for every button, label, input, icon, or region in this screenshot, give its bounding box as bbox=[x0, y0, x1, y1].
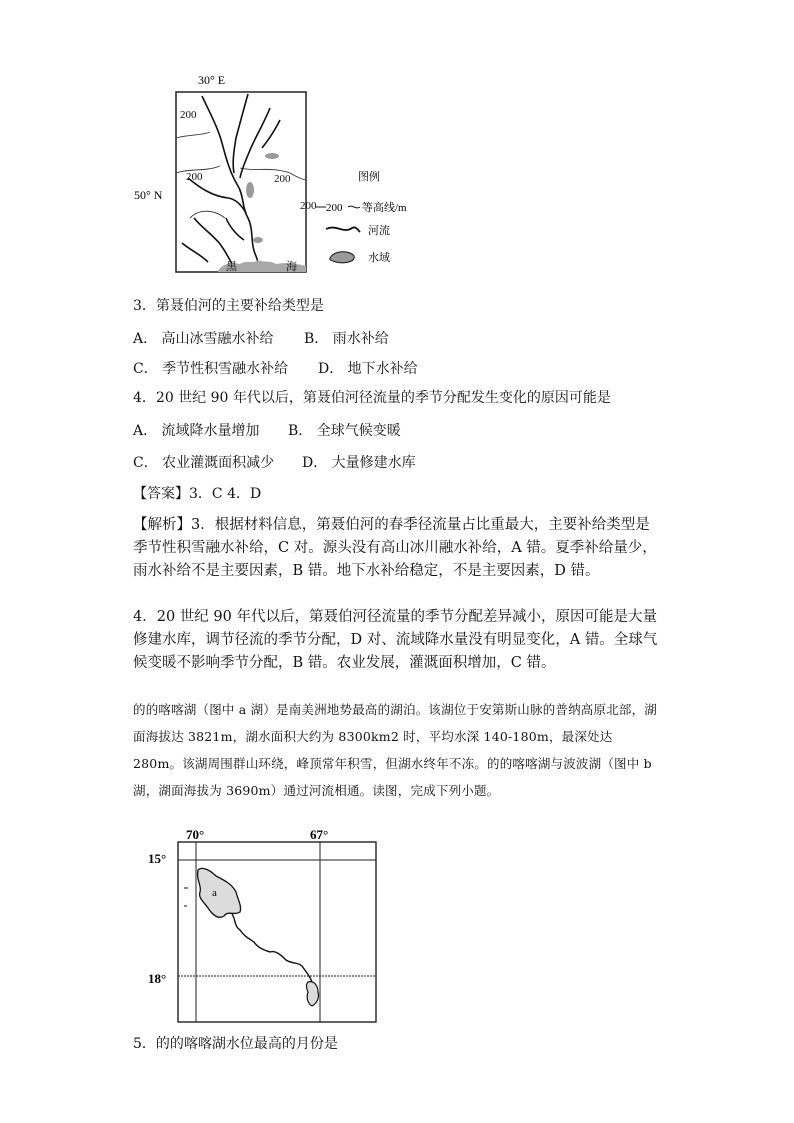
contour-label: 200 bbox=[300, 200, 317, 212]
answer-line: 【答案】3．C 4．D bbox=[133, 486, 262, 502]
q3-option-c: C． 季节性积雪融水补给 bbox=[133, 361, 289, 377]
map1-lon-label: 30° E bbox=[198, 73, 226, 87]
desaguadero-river bbox=[232, 914, 312, 982]
q4-stem: 4．20 世纪 90 年代以后，第聂伯河径流量的季节分配发生变化的原因可能是 bbox=[133, 390, 611, 406]
map2-lon-left: 70° bbox=[186, 827, 205, 842]
legend-water-icon bbox=[330, 252, 354, 263]
contour-label: 200 bbox=[274, 173, 291, 185]
map1-lat-label: 50° N bbox=[134, 188, 163, 202]
legend-contour-tail bbox=[348, 206, 360, 208]
q3-option-b: B． 雨水补给 bbox=[304, 331, 389, 347]
analysis-q3: 【解析】3．根据材料信息，第聂伯河的春季径流量占比重最大，主要补给类型是季节性积雪融水补给，C 对。源头没有高山冰川融水补给，A 错。夏季补给量少，雨水补给不是主要因素，B 错。地下水补给稳定，不是主要因素，D 错。 bbox=[133, 517, 657, 579]
lake-a-label: a bbox=[212, 887, 217, 899]
legend-river: 河流 bbox=[368, 225, 390, 237]
lake-poopo bbox=[307, 982, 319, 1006]
legend-contour-value: 200 bbox=[326, 202, 343, 214]
titicaca-passage: 的的喀喀湖（图中 a 湖）是南美洲地势最高的湖泊。该湖位于安第斯山脉的普纳高原北部，湖面海拔达 3821m，湖水面积大约为 8300km2 时，平均水深 140-180m，最深处达 280m。该湖周围群山环绕，峰顶常年积雪，但湖水终年不冻。的的喀喀湖与波波湖（图中 b 湖，湖面海拔为 3690m）通过河流相通。读图，完成下列小题。 bbox=[133, 702, 658, 798]
contour-label: 200 bbox=[180, 109, 197, 121]
map2-frame bbox=[178, 842, 376, 1022]
titicaca-map bbox=[140, 826, 390, 1026]
legend-river-icon bbox=[326, 227, 360, 232]
legend-title: 图例 bbox=[358, 171, 380, 183]
sea-label-right: 海 bbox=[286, 261, 297, 273]
q3-option-d: D． 地下水补给 bbox=[318, 361, 418, 377]
q4-option-b: B． 全球气候变暖 bbox=[288, 423, 401, 439]
q4-option-c: C． 农业灌溉面积减少 bbox=[133, 455, 275, 471]
q4-option-a: A． 流域降水量增加 bbox=[133, 423, 260, 439]
q4-option-d: D． 大量修建水库 bbox=[302, 455, 416, 471]
legend-contour: 等高线/m bbox=[362, 202, 407, 214]
dnieper-map bbox=[130, 68, 440, 278]
sea-label-left: 黑 bbox=[226, 261, 237, 273]
lake-titicaca bbox=[198, 868, 241, 917]
coast-tick bbox=[184, 888, 188, 906]
contour-label: 200 bbox=[186, 171, 203, 183]
q5-stem: 5．的的喀喀湖水位最高的月份是 bbox=[133, 1036, 338, 1052]
q3-stem: 3．第聂伯河的主要补给类型是 bbox=[133, 298, 324, 314]
map2-lon-right: 67° bbox=[310, 827, 329, 842]
legend-water: 水域 bbox=[368, 252, 390, 264]
analysis-q4: 4．20 世纪 90 年代以后，第聂伯河径流量的季节分配差异减小，原因可能是大量修建水库，调节径流的季节分配，D 对、流域降水量没有明显变化，A 错。全球气候变暖不影响季节分配，B 错。农业发展，灌溉面积增加，C 错。 bbox=[133, 609, 658, 671]
q3-option-a: A． 高山冰雪融水补给 bbox=[133, 331, 274, 347]
map2-lat-top: 15° bbox=[148, 851, 167, 866]
map2-lat-bottom: 18° bbox=[148, 971, 167, 986]
